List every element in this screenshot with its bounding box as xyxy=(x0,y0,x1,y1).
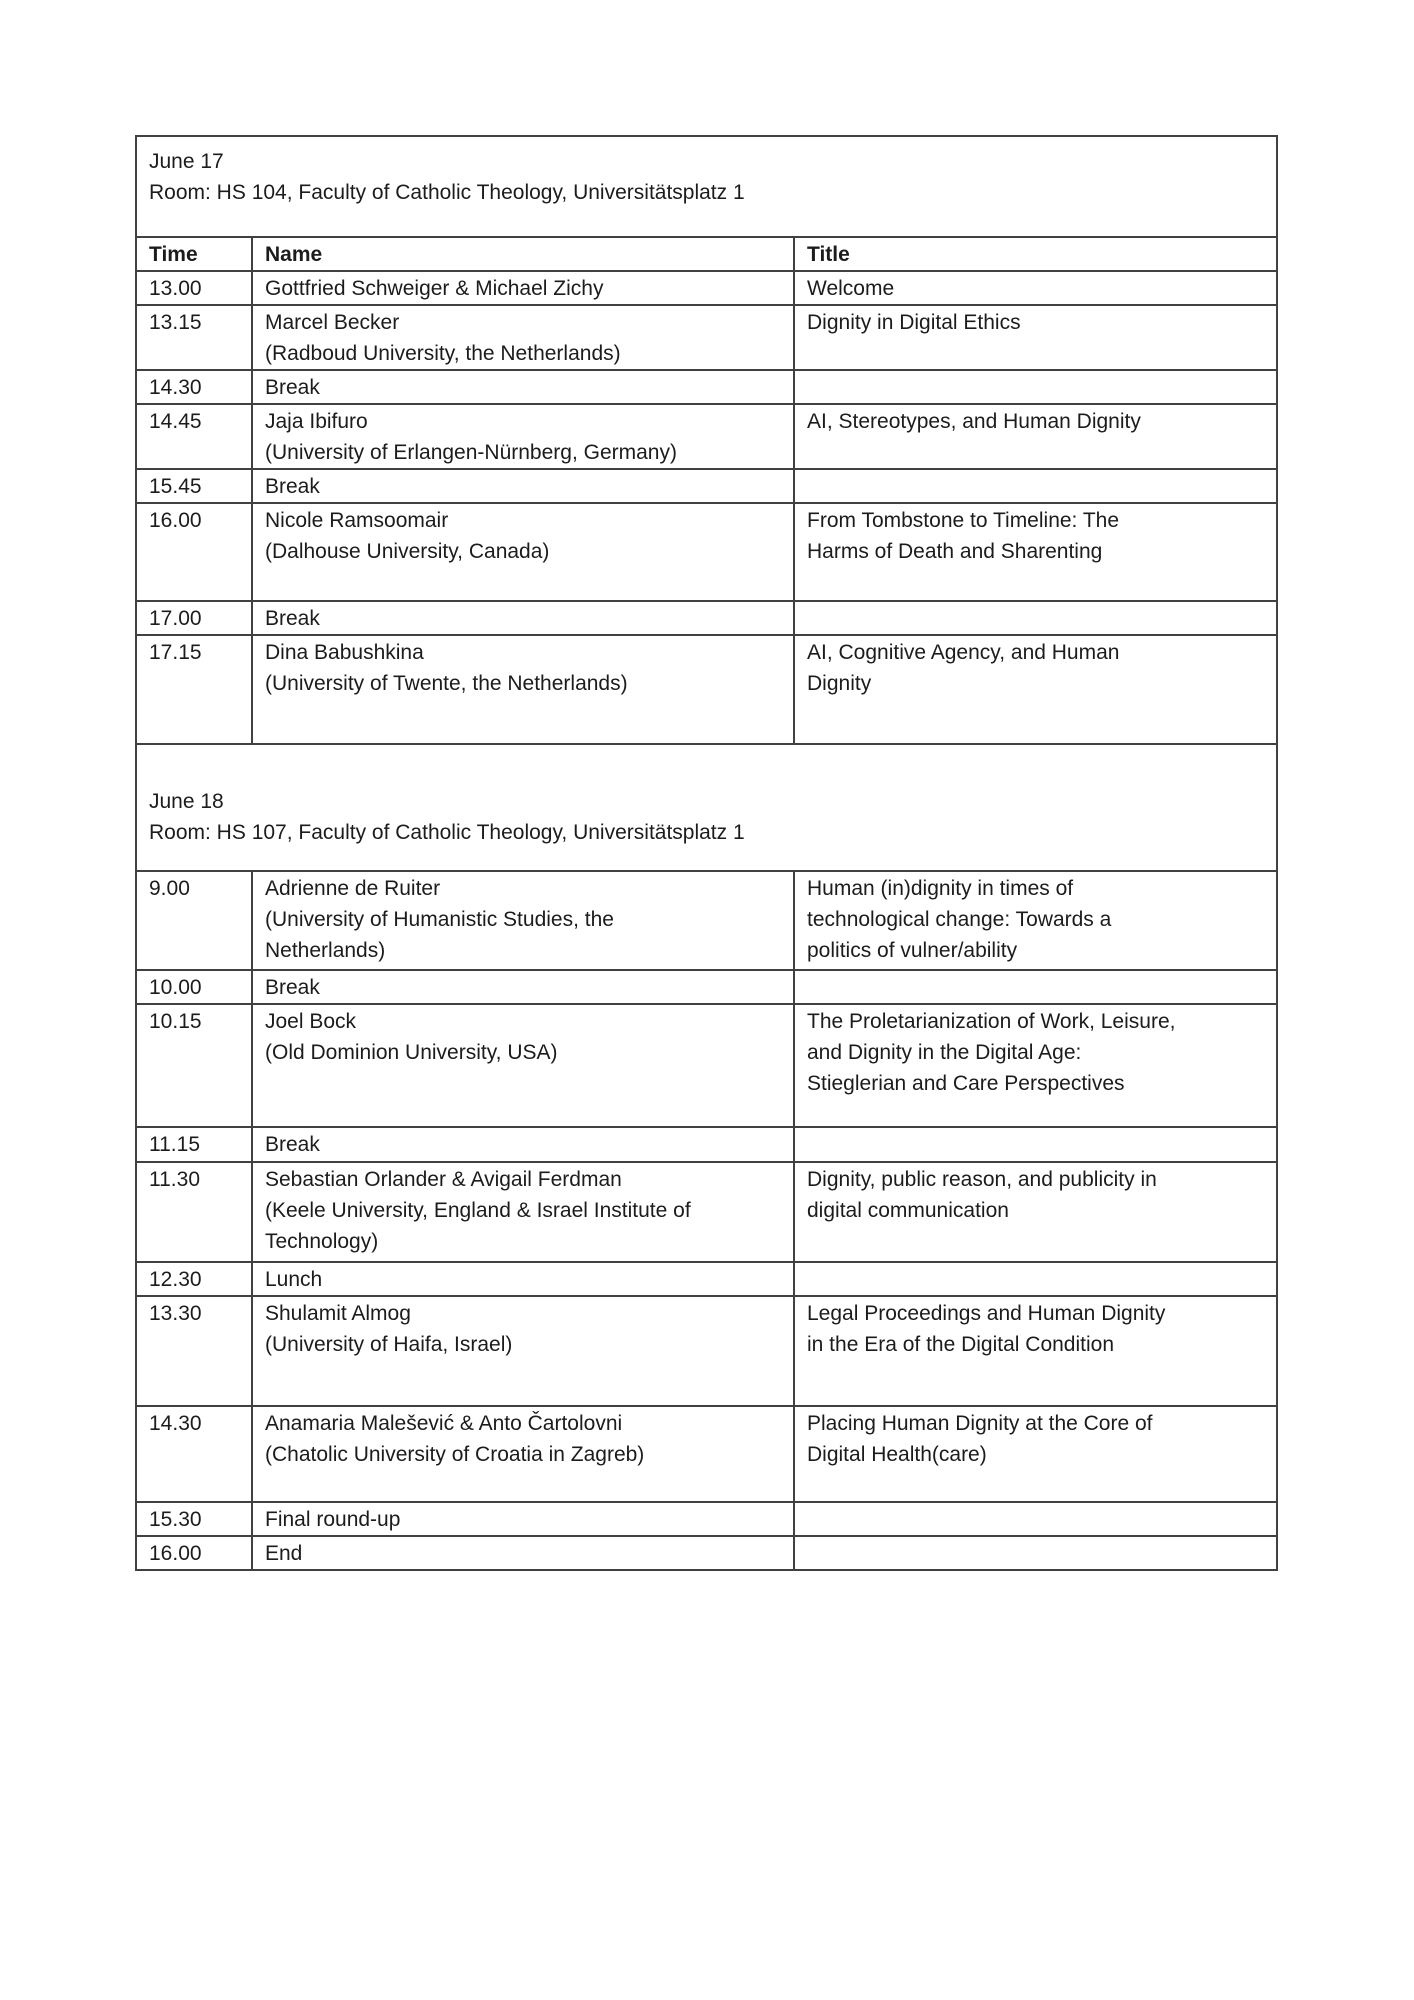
time-cell: 10.15 xyxy=(136,1004,252,1127)
title-cell xyxy=(794,970,1277,1004)
title-line: Dignity, public reason, and publicity in xyxy=(807,1168,1157,1191)
col-header-time: Time xyxy=(136,237,252,271)
title-line: Digital Health(care) xyxy=(807,1443,987,1466)
table-row xyxy=(136,469,1277,503)
time-cell: 12.30 xyxy=(136,1262,252,1296)
time-cell: 15.45 xyxy=(136,469,252,503)
name-line: Gottfried Schweiger & Michael Zichy xyxy=(265,277,604,300)
name-cell xyxy=(252,1296,794,1406)
title-cell xyxy=(794,871,1277,970)
title-cell xyxy=(794,1004,1277,1127)
name-line: (University of Humanistic Studies, the xyxy=(265,908,614,931)
time-cell: 11.15 xyxy=(136,1127,252,1162)
title-line: Dignity xyxy=(807,672,872,695)
name-cell xyxy=(252,1262,794,1296)
name-line: (University of Erlangen-Nürnberg, Germany) xyxy=(265,441,677,464)
name-cell xyxy=(252,404,794,469)
title-line: Human (in)dignity in times of xyxy=(807,877,1074,900)
name-cell xyxy=(252,1004,794,1127)
title-cell xyxy=(794,1502,1277,1536)
table-row xyxy=(136,635,1277,744)
time-cell: 17.00 xyxy=(136,601,252,635)
name-line: (Keele University, England & Israel Institute of xyxy=(265,1199,691,1222)
name-line: Break xyxy=(265,475,320,498)
time-cell: 10.00 xyxy=(136,970,252,1004)
table-row xyxy=(136,1004,1277,1127)
title-line: digital communication xyxy=(807,1199,1009,1222)
table-row xyxy=(136,601,1277,635)
name-line: Joel Bock xyxy=(265,1010,357,1033)
name-line: Netherlands) xyxy=(265,939,386,962)
title-line: and Dignity in the Digital Age: xyxy=(807,1041,1082,1064)
title-cell xyxy=(794,1127,1277,1162)
name-line: (Dalhouse University, Canada) xyxy=(265,540,550,563)
title-line: Welcome xyxy=(807,277,895,300)
title-line: AI, Cognitive Agency, and Human xyxy=(807,641,1120,664)
title-cell xyxy=(794,1296,1277,1406)
name-line: (Chatolic University of Croatia in Zagreb) xyxy=(265,1443,645,1466)
name-line: Break xyxy=(265,607,320,630)
title-line: Placing Human Dignity at the Core of xyxy=(807,1412,1153,1435)
name-cell xyxy=(252,469,794,503)
table-row xyxy=(136,1262,1277,1296)
name-line: (University of Twente, the Netherlands) xyxy=(265,672,628,695)
time-cell: 16.00 xyxy=(136,503,252,601)
title-line: Dignity in Digital Ethics xyxy=(807,311,1021,334)
table-row xyxy=(136,1536,1277,1570)
time-cell: 14.45 xyxy=(136,404,252,469)
name-cell xyxy=(252,305,794,370)
section-date: June 17 xyxy=(149,150,224,173)
section-header-cell xyxy=(136,744,1277,871)
schedule-table xyxy=(135,135,1278,1571)
title-cell xyxy=(794,503,1277,601)
name-cell xyxy=(252,503,794,601)
title-line: Harms of Death and Sharenting xyxy=(807,540,1103,563)
name-cell xyxy=(252,635,794,744)
name-line: Break xyxy=(265,376,320,399)
title-cell xyxy=(794,1262,1277,1296)
title-cell xyxy=(794,305,1277,370)
name-line: Lunch xyxy=(265,1268,323,1291)
table-row xyxy=(136,404,1277,469)
name-line: Final round-up xyxy=(265,1508,401,1531)
table-row xyxy=(136,370,1277,404)
table-row xyxy=(136,1406,1277,1502)
name-line: Break xyxy=(265,976,320,999)
title-line: The Proletarianization of Work, Leisure, xyxy=(807,1010,1176,1033)
title-cell xyxy=(794,635,1277,744)
name-cell xyxy=(252,271,794,305)
table-row xyxy=(136,305,1277,370)
name-line: Anamaria Malešević & Anto Čartolovni xyxy=(265,1412,623,1435)
name-cell xyxy=(252,1162,794,1262)
name-cell xyxy=(252,601,794,635)
section-room: Room: HS 107, Faculty of Catholic Theology, Universitätsplatz 1 xyxy=(149,821,745,844)
name-cell xyxy=(252,1536,794,1570)
name-line: End xyxy=(265,1542,303,1565)
time-cell: 11.30 xyxy=(136,1162,252,1262)
table-row xyxy=(136,503,1277,601)
name-line: (Old Dominion University, USA) xyxy=(265,1041,558,1064)
name-line: Marcel Becker xyxy=(265,311,400,334)
time-cell: 13.15 xyxy=(136,305,252,370)
title-cell xyxy=(794,469,1277,503)
name-line: Jaja Ibifuro xyxy=(265,410,368,433)
time-cell: 14.30 xyxy=(136,370,252,404)
name-line: Break xyxy=(265,1133,320,1156)
name-line: Technology) xyxy=(265,1230,379,1253)
title-cell xyxy=(794,601,1277,635)
title-line: AI, Stereotypes, and Human Dignity xyxy=(807,410,1141,433)
table-row xyxy=(136,1502,1277,1536)
section-date: June 18 xyxy=(149,790,224,813)
time-cell: 13.30 xyxy=(136,1296,252,1406)
time-cell: 14.30 xyxy=(136,1406,252,1502)
name-line: (Radboud University, the Netherlands) xyxy=(265,342,621,365)
name-cell xyxy=(252,1406,794,1502)
title-line: politics of vulner/ability xyxy=(807,939,1018,962)
name-cell xyxy=(252,970,794,1004)
table-row xyxy=(136,1162,1277,1262)
name-line: Dina Babushkina xyxy=(265,641,424,664)
name-line: (University of Haifa, Israel) xyxy=(265,1333,513,1356)
table-row xyxy=(136,970,1277,1004)
title-cell xyxy=(794,1406,1277,1502)
title-line: Stieglerian and Care Perspectives xyxy=(807,1072,1125,1095)
title-line: in the Era of the Digital Condition xyxy=(807,1333,1115,1356)
title-cell xyxy=(794,1536,1277,1570)
name-line: Nicole Ramsoomair xyxy=(265,509,449,532)
title-cell xyxy=(794,370,1277,404)
name-line: Shulamit Almog xyxy=(265,1302,411,1325)
name-line: Adrienne de Ruiter xyxy=(265,877,441,900)
title-cell xyxy=(794,404,1277,469)
title-cell xyxy=(794,271,1277,305)
name-cell xyxy=(252,1502,794,1536)
title-cell xyxy=(794,1162,1277,1262)
table-row xyxy=(136,1296,1277,1406)
time-cell: 13.00 xyxy=(136,271,252,305)
table-row xyxy=(136,271,1277,305)
title-line: Legal Proceedings and Human Dignity xyxy=(807,1302,1166,1325)
time-cell: 17.15 xyxy=(136,635,252,744)
table-row xyxy=(136,871,1277,970)
name-line: Sebastian Orlander & Avigail Ferdman xyxy=(265,1168,622,1191)
name-cell xyxy=(252,370,794,404)
section-header-cell xyxy=(136,136,1277,237)
time-cell: 9.00 xyxy=(136,871,252,970)
col-header-name: Name xyxy=(252,237,794,271)
title-line: From Tombstone to Timeline: The xyxy=(807,509,1120,532)
table-row xyxy=(136,1127,1277,1162)
name-cell xyxy=(252,1127,794,1162)
title-line: technological change: Towards a xyxy=(807,908,1112,931)
time-cell: 16.00 xyxy=(136,1536,252,1570)
name-cell xyxy=(252,871,794,970)
time-cell: 15.30 xyxy=(136,1502,252,1536)
col-header-title: Title xyxy=(794,237,1277,271)
section-room: Room: HS 104, Faculty of Catholic Theology, Universitätsplatz 1 xyxy=(149,181,745,204)
